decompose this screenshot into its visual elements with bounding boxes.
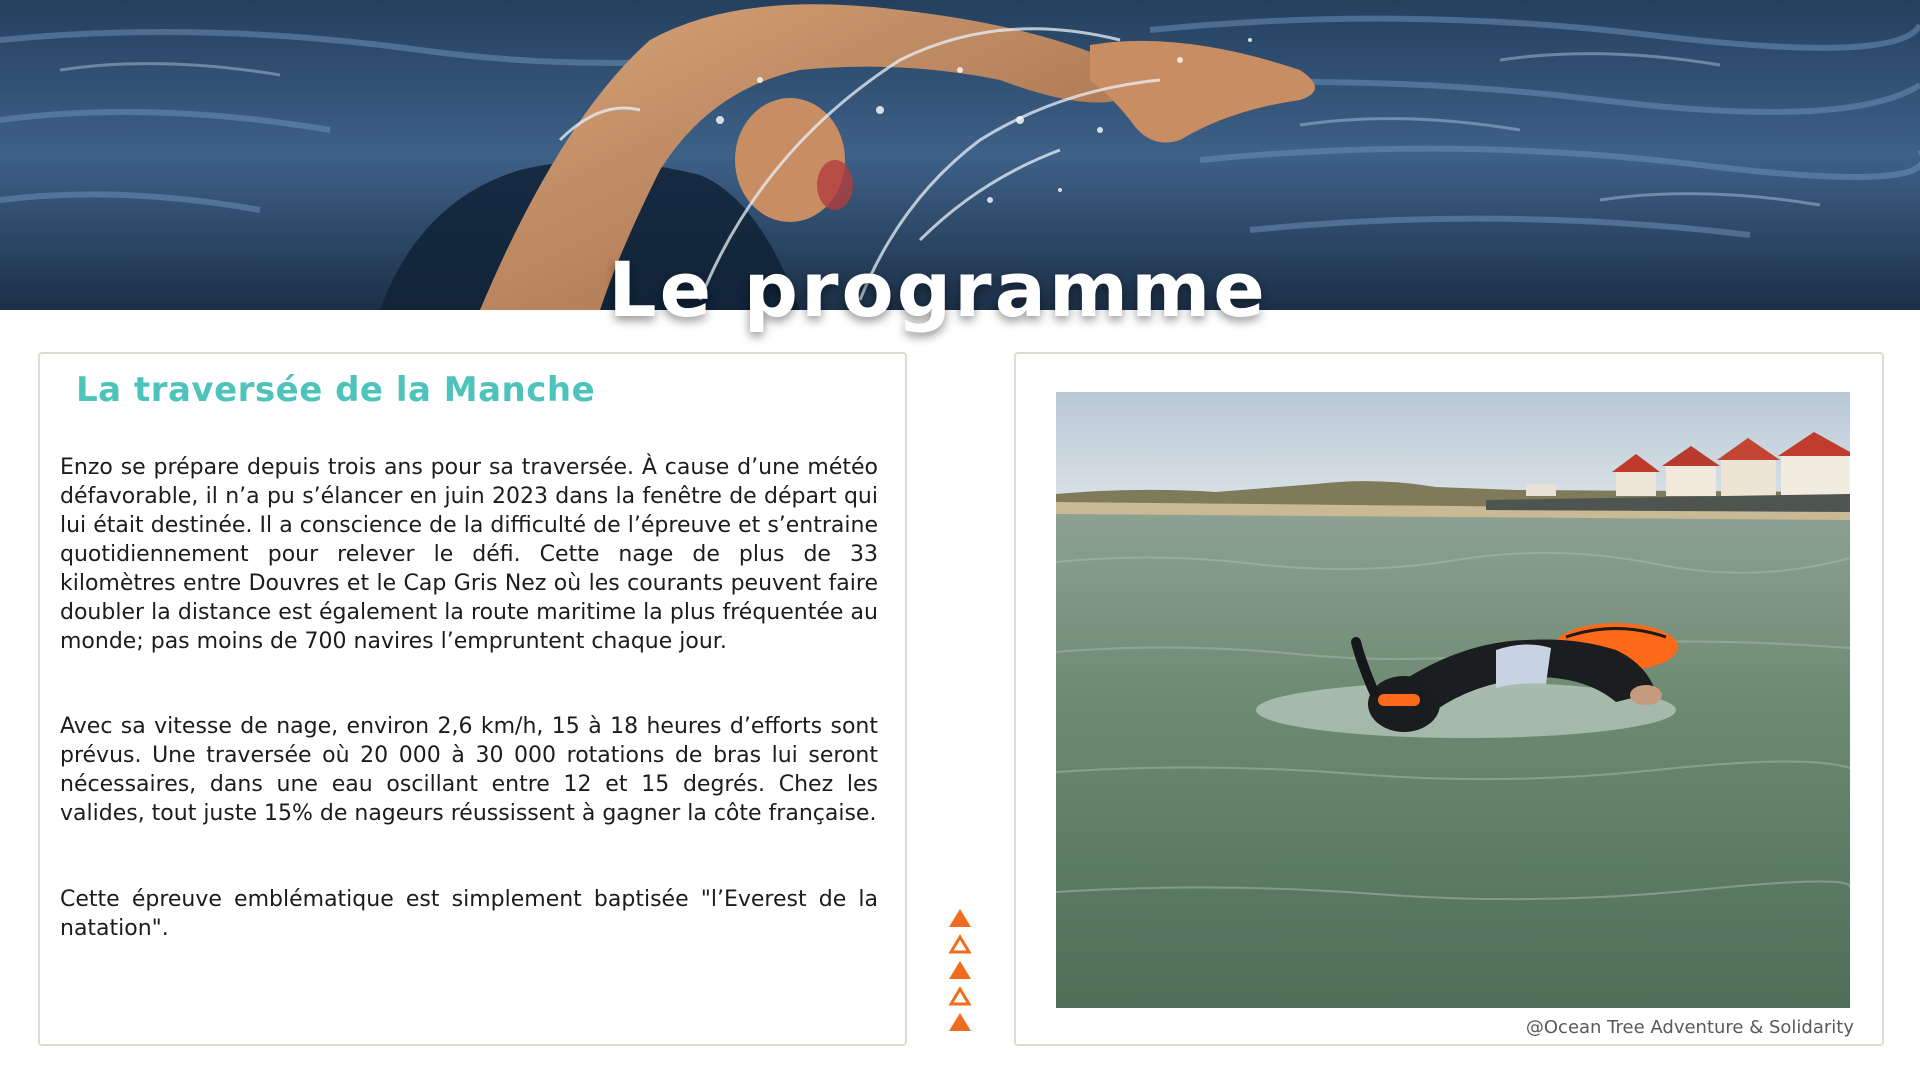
triangle-filled-icon [948, 1012, 972, 1032]
triangle-filled-icon [948, 908, 972, 928]
triangle-outline-icon [948, 934, 972, 954]
article-paragraph-2: Avec sa vitesse de nage, environ 2,6 km/h, 15 à 18 heures d’efforts sont prévus. Une traversée où 20 000 à 30 000 rotations de bras lui seront nécessaires, dans une eau oscillant entre 12 et 15 degrés. Chez les valides, tout juste 15% de nageurs réussissent à gagner la côte française. [60, 714, 878, 826]
triangle-filled-icon [948, 960, 972, 980]
article-paragraph-1: Enzo se prépare depuis trois ans pour sa traversée. À cause d’une météo défavorable, il n’a pu s’élancer en juin 2023 dans la fenêtre de départ qui lui était destinée. Il a conscience de la difficulté de l’épreuve et s’entraine quotidiennement pour relever le défi. Cette nage de plus de 33 kilomètres entre Douvres et le Cap Gris Nez où les courants peuvent faire doubler la distance est également la route maritime la plus fréquentée au monde; pas moins de 700 navires l’empruntent chaque jour. [60, 455, 878, 654]
article-card [38, 352, 907, 1046]
photo-credit: @Ocean Tree Adventure & Solidarity [1525, 1017, 1854, 1038]
sea-swimmer-illustration [1056, 392, 1850, 1008]
triangle-outline-icon [948, 986, 972, 1006]
article-paragraph-3: Cette épreuve emblématique est simplement baptisée "l’Everest de la natation". [60, 887, 878, 941]
photo-card [1014, 352, 1884, 1046]
page-title: Le programme [608, 245, 1268, 334]
section-heading: La traversée de la Manche [76, 370, 596, 410]
swimmer-photo [1056, 392, 1850, 1008]
decorative-triangles [948, 908, 972, 1036]
